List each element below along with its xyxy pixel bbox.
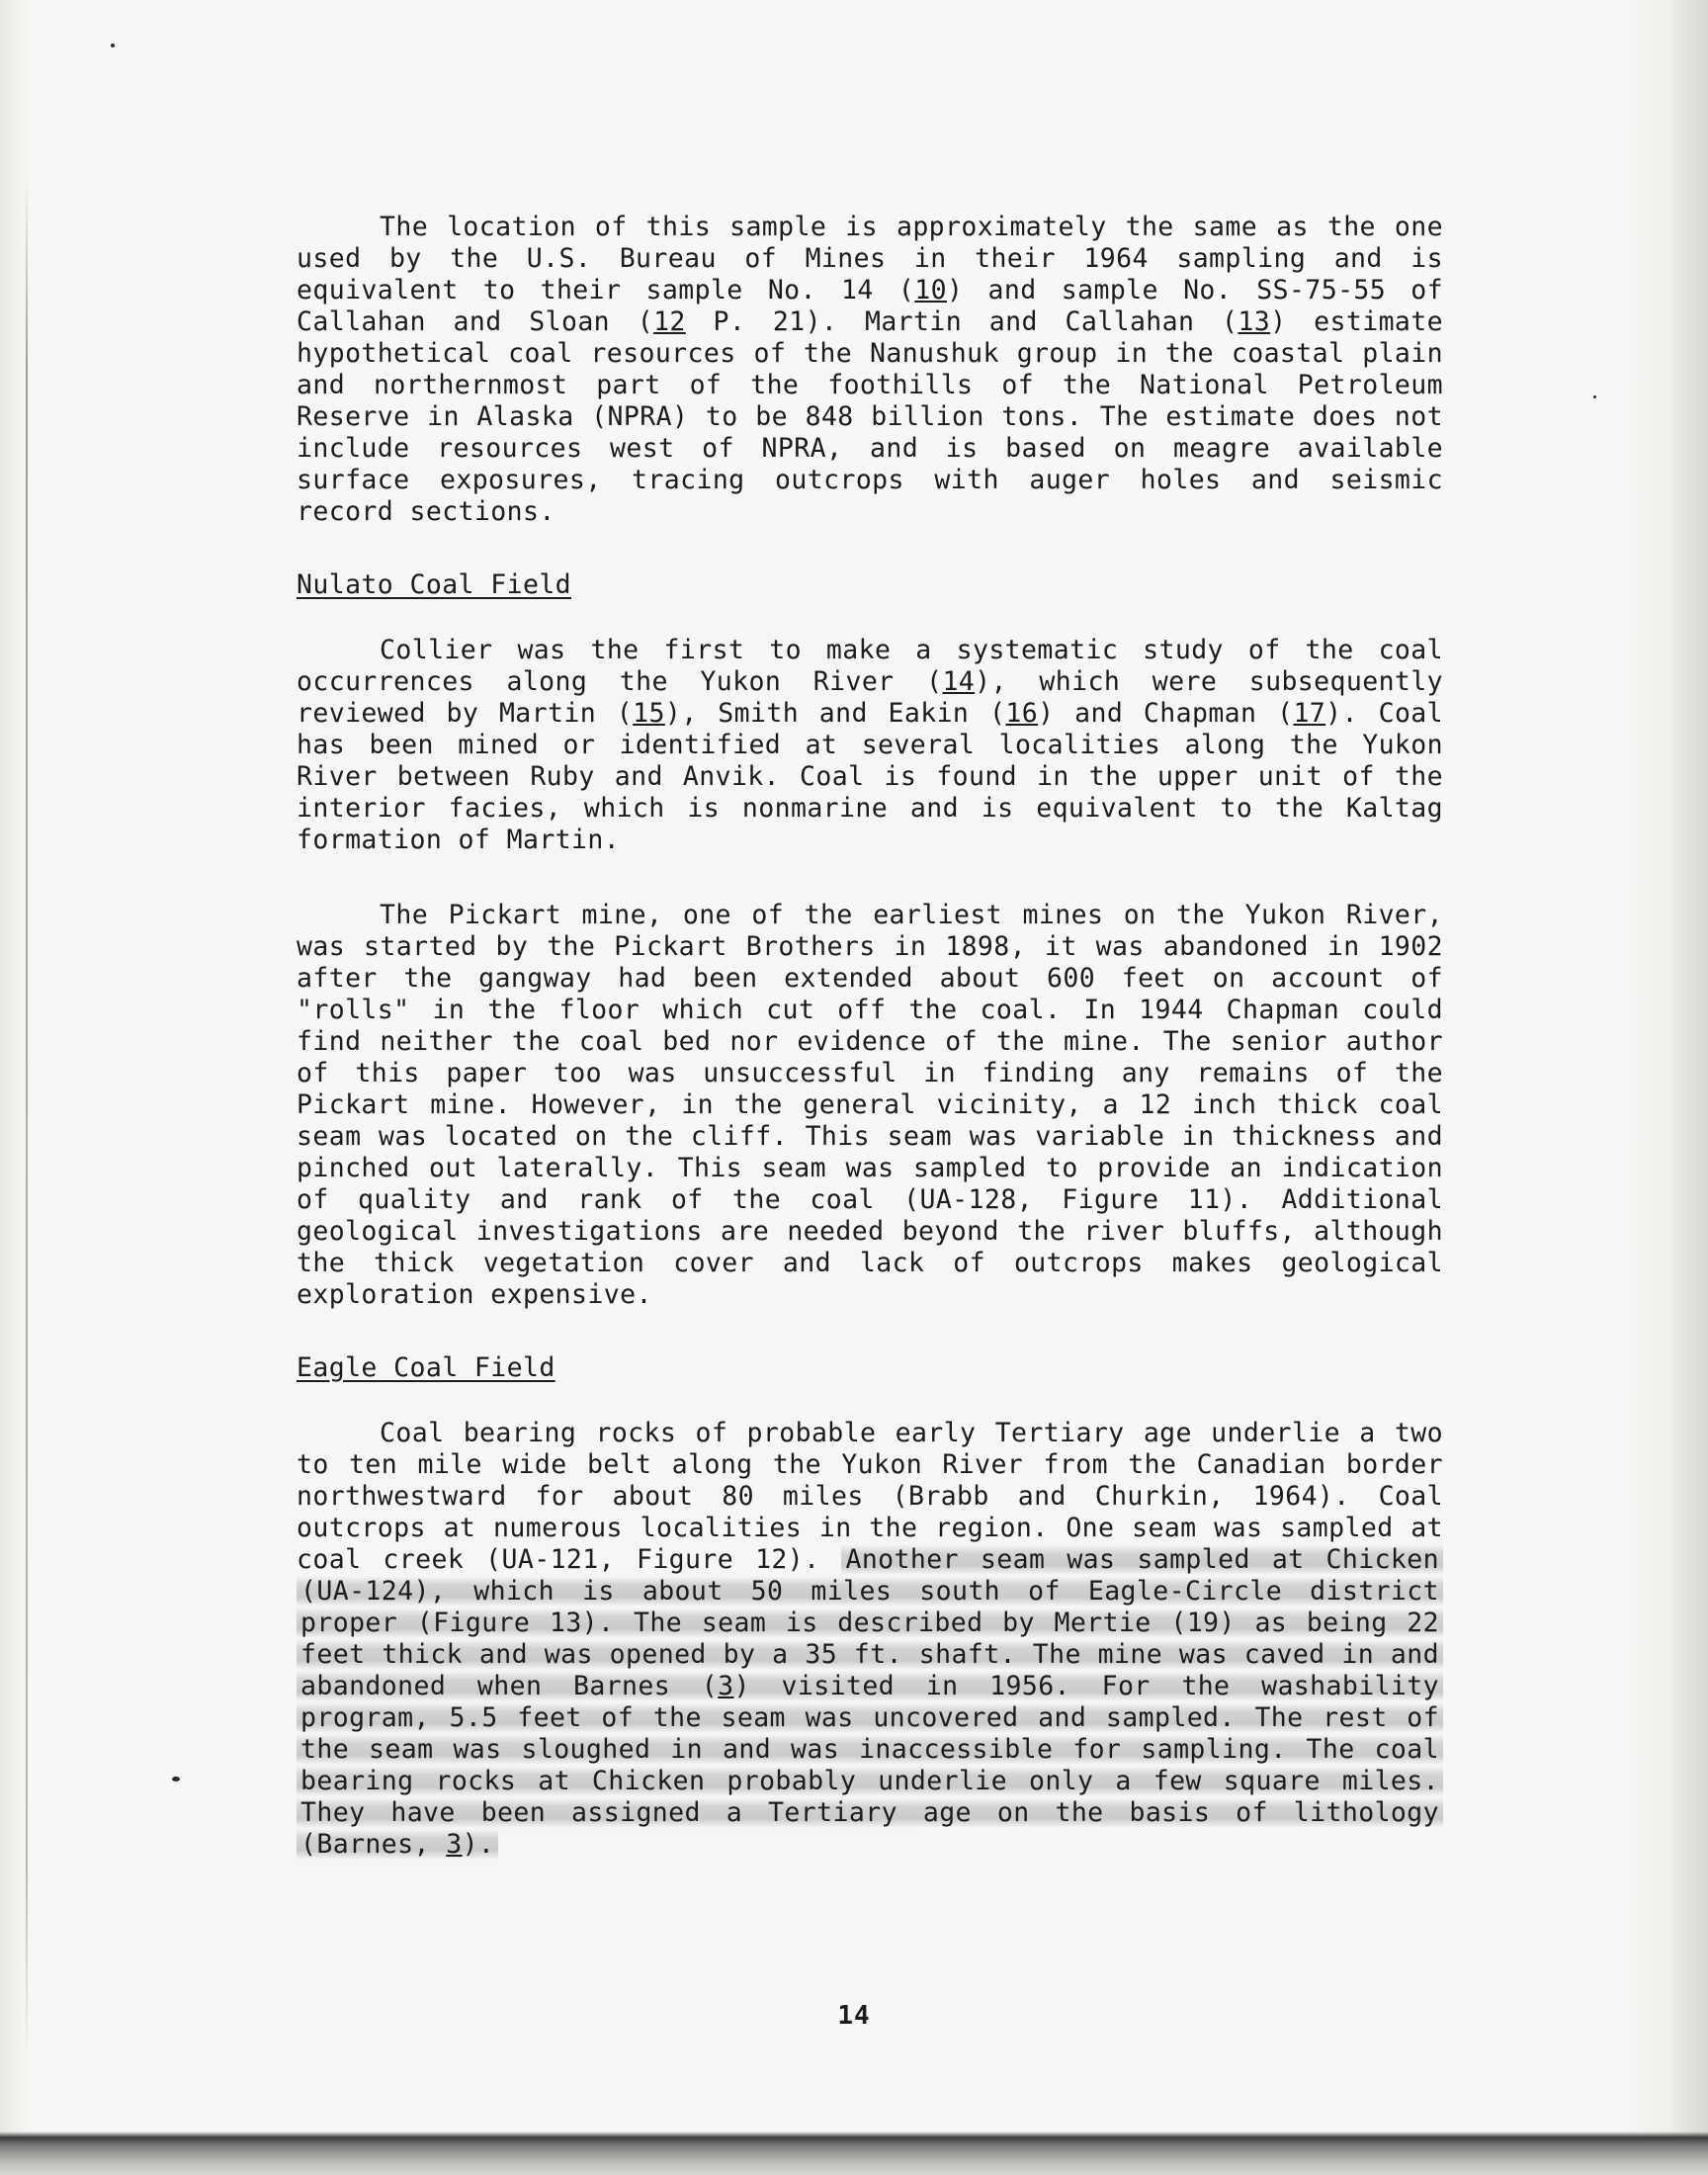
highlighted-passage xyxy=(297,1544,1443,1860)
scan-speck xyxy=(172,1777,180,1782)
paragraph-nulato-collier xyxy=(297,635,1443,856)
reference-number: 3 xyxy=(718,1671,734,1701)
text-run: ). xyxy=(462,1829,495,1860)
text-run: ). Coal has been mined or identified at several localities along the Yukon River between Ruby and Anvik. Coal is found in the upper unit of the interior facies, which is nonmarine and is equivalent to the Kaltag formation of Martin. xyxy=(297,698,1444,855)
text-run: P. 21). Martin and Callahan ( xyxy=(685,306,1238,337)
reference-number: 17 xyxy=(1293,698,1326,729)
text-run: ) and Chapman ( xyxy=(1038,698,1294,729)
section-heading-nulato: Nulato Coal Field xyxy=(297,569,572,600)
reference-number: 16 xyxy=(1005,698,1039,729)
reference-number: 15 xyxy=(633,698,665,729)
text-run: ) estimate hypothetical coal resources of the Nanushuk group in the coastal plain and northernmost part of the foothills of the National Petroleum Reserve in Alaska (NPRA) to be 848 billion tons. The estimate does not include resources west of NPRA, and is based on meagre available surface exposures, tracing outcrops with auger holes and seismic record sections. xyxy=(297,306,1443,527)
section-heading-eagle: Eagle Coal Field xyxy=(297,1352,555,1383)
text-run: Another seam was sampled at Chicken (UA-124), which is about 50 miles south of Eagle-Circle district proper (Figure 13). The seam is described by Mertie (19) as being 22 feet thick and was opened by a 35 ft. shaft. The mine was caved in and abandoned when Barnes ( xyxy=(300,1544,1439,1701)
page-bottom-edge-shadow xyxy=(0,2132,1708,2175)
reference-number: 10 xyxy=(914,275,948,305)
reference-number: 12 xyxy=(653,306,686,337)
scan-speck xyxy=(1593,395,1596,398)
text-run: The location of this sample is approximately the same as the one used by the U.S. Bureau of Mines in their 1964 sampling and is equivalent to their sample No. 14 ( xyxy=(297,212,1443,305)
reference-number: 13 xyxy=(1238,306,1271,337)
paragraph-sample-location xyxy=(297,212,1443,528)
page-number: 14 xyxy=(837,2001,871,2031)
scan-speck xyxy=(111,44,115,47)
paragraph-eagle-coal xyxy=(297,1418,1443,1861)
text-run: ) visited in 1956. For the washability program, 5.5 feet of the seam was uncovered and sampled. The rest of the seam was sloughed in and was inaccessible for sampling. The coal bearing rocks at Chicken probably underlie only a few square miles. They have been assigned a Tertiary age on the basis of lithology (Barnes, xyxy=(300,1671,1439,1860)
text-run: ), Smith and Eakin ( xyxy=(664,698,1006,729)
text-run: ) and sample No. SS-75-55 of Callahan and Sloan ( xyxy=(297,275,1444,337)
reference-number: 14 xyxy=(942,666,976,697)
reference-number: 3 xyxy=(446,1829,463,1860)
page-right-edge-shadow xyxy=(1672,0,1708,2175)
text-run: Collier was the first to make a systematic study of the coal occurrences along the Yukon River ( xyxy=(297,635,1443,697)
page-left-edge-shadow xyxy=(26,178,28,2056)
paragraph-pickart-mine: The Pickart mine, one of the earliest mines on the Yukon River, was started by the Pickart Brothers in 1898, it was abandoned in 1902 after the gangway had been extended about 600 feet on account of "rolls" in the floor which cut off the coal. In 1944 Chapman could find neither the coal bed nor evidence of the mine. The senior author of this paper too was unsuccessful in finding any remains of the Pickart mine. However, in the general vicinity, a 12 inch thick coal seam was located on the cliff. This seam was variable in thickness and pinched out laterally. This seam was sampled to provide an indication of quality and rank of the coal (UA-128, Figure 11). Additional geological investigations are needed beyond the river bluffs, although the thick vegetation cover and lack of outcrops makes geological exploration expensive. xyxy=(297,900,1443,1310)
text-run: Coal bearing rocks of probable early Tertiary age underlie a two to ten mile wide belt along the Yukon River from the Canadian border northwestward for about 80 miles (Brabb and Churkin, 1964). Coal outcrops at numerous localities in the region. One seam was sampled at coal creek (UA-121, Figure 12). xyxy=(297,1418,1443,1575)
text-run: ), which were subsequently reviewed by Martin ( xyxy=(297,666,1443,729)
